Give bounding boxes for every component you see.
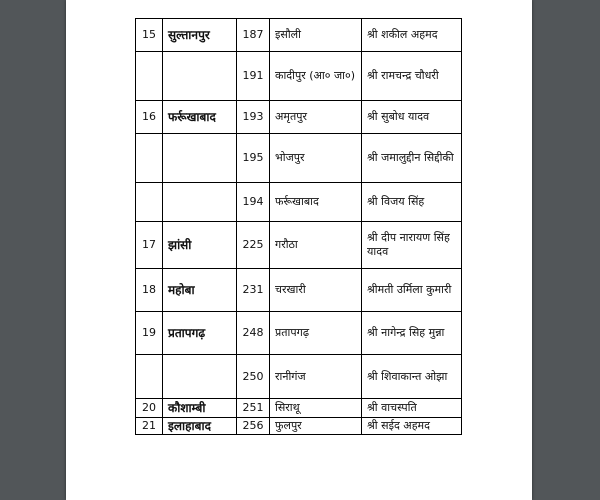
constituency-code: 195	[237, 134, 270, 183]
constituency-name: सिराथू	[270, 399, 362, 418]
district-name: सुल्तानपुर	[163, 19, 237, 52]
serial-number: 15	[136, 19, 163, 52]
constituency-code: 194	[237, 183, 270, 222]
member-name: श्री दीप नारायण सिंह यादव	[362, 222, 462, 269]
district-name	[163, 52, 237, 101]
member-name: श्री सुबोध यादव	[362, 101, 462, 134]
constituency-code: 256	[237, 418, 270, 435]
serial-number: 21	[136, 418, 163, 435]
serial-number	[136, 134, 163, 183]
table-row	[136, 183, 462, 222]
table-row	[136, 312, 462, 355]
member-name: श्रीमती उर्मिला कुमारी	[362, 269, 462, 312]
district-name	[163, 134, 237, 183]
table-row	[136, 134, 462, 183]
constituency-name: इसौली	[270, 19, 362, 52]
serial-number	[136, 355, 163, 399]
table-row	[136, 101, 462, 134]
district-name: महोबा	[163, 269, 237, 312]
constituency-name: कादीपुर (आ० जा०)	[270, 52, 362, 101]
district-name: इलाहाबाद	[163, 418, 237, 435]
member-name: श्री शिवाकान्त ओझा	[362, 355, 462, 399]
constituency-name: फर्रूखाबाद	[270, 183, 362, 222]
constituency-code: 248	[237, 312, 270, 355]
document-page	[66, 0, 532, 500]
constituency-name: गरौठा	[270, 222, 362, 269]
constituency-code: 250	[237, 355, 270, 399]
serial-number: 17	[136, 222, 163, 269]
member-name: श्री सईद अहमद	[362, 418, 462, 435]
member-name: श्री वाचस्पति	[362, 399, 462, 418]
constituency-name: प्रतापगढ़	[270, 312, 362, 355]
member-name: श्री जमालुद्दीन सिद्दीकी	[362, 134, 462, 183]
serial-number	[136, 183, 163, 222]
district-name: झांसी	[163, 222, 237, 269]
table-row	[136, 399, 462, 418]
serial-number: 20	[136, 399, 163, 418]
table-row	[136, 52, 462, 101]
constituency-name: फुलपुर	[270, 418, 362, 435]
district-name: कौशाम्बी	[163, 399, 237, 418]
serial-number: 18	[136, 269, 163, 312]
constituency-table	[135, 18, 462, 435]
district-name: फर्रूखाबाद	[163, 101, 237, 134]
serial-number: 19	[136, 312, 163, 355]
constituency-code: 225	[237, 222, 270, 269]
constituency-code: 187	[237, 19, 270, 52]
constituency-code: 231	[237, 269, 270, 312]
table-row	[136, 19, 462, 52]
table-row	[136, 355, 462, 399]
member-name: श्री रामचन्द्र चौधरी	[362, 52, 462, 101]
member-name: श्री नागेन्द्र सिह मुन्ना	[362, 312, 462, 355]
district-name: प्रतापगढ़	[163, 312, 237, 355]
table-row	[136, 418, 462, 435]
constituency-code: 193	[237, 101, 270, 134]
district-name	[163, 355, 237, 399]
member-name: श्री शकील अहमद	[362, 19, 462, 52]
constituency-name: अमृतपुर	[270, 101, 362, 134]
constituency-name: रानीगंज	[270, 355, 362, 399]
constituency-name: भोजपुर	[270, 134, 362, 183]
serial-number	[136, 52, 163, 101]
table-row	[136, 269, 462, 312]
serial-number: 16	[136, 101, 163, 134]
constituency-code: 251	[237, 399, 270, 418]
table-row	[136, 222, 462, 269]
district-name	[163, 183, 237, 222]
member-name: श्री विजय सिंह	[362, 183, 462, 222]
constituency-code: 191	[237, 52, 270, 101]
constituency-name: चरखारी	[270, 269, 362, 312]
